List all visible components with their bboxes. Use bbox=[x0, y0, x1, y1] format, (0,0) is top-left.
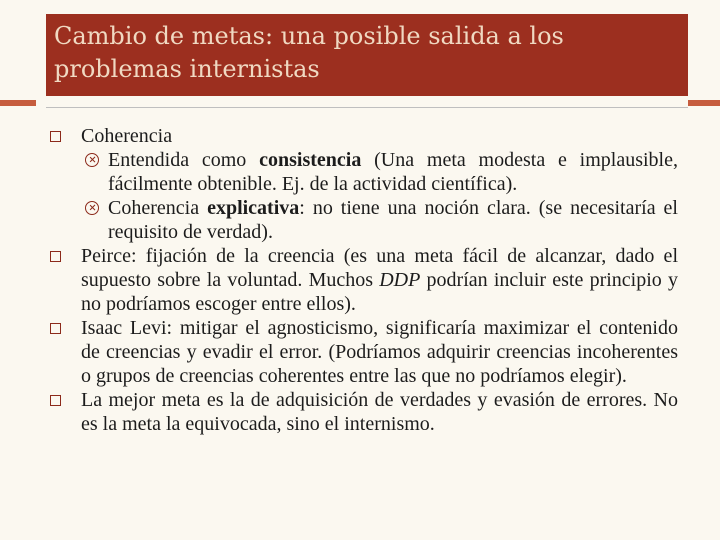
square-bullet-icon bbox=[50, 323, 61, 334]
bullet-coherencia bbox=[50, 124, 678, 244]
bullet-text: podrían incluir este principio y no podríamos escoger entre ellos). bbox=[81, 269, 678, 315]
bullet-text: : no tiene una noción clara. (se necesitaría el requisito de verdad). bbox=[108, 197, 678, 243]
accent-band-left bbox=[0, 100, 36, 106]
bullet-text: Peirce: fijación de la creencia (es una meta fácil de alcanzar, dado el supuesto sobre la voluntad. Muchos bbox=[81, 245, 678, 291]
bullet-list bbox=[50, 124, 678, 436]
bullet-text: La mejor meta es la de adquisición de verdades y evasión de errores. No es la meta la equivocada, sino el internismo. bbox=[81, 389, 678, 435]
sub-bullet-explicativa bbox=[81, 196, 678, 244]
bullet-text: Entendida como bbox=[108, 149, 260, 171]
bullet-bold-term: consistencia bbox=[259, 149, 362, 171]
bullet-peirce bbox=[50, 244, 678, 316]
bullet-levi bbox=[50, 316, 678, 388]
accent-band-right bbox=[688, 100, 720, 106]
title-divider bbox=[46, 96, 688, 108]
bullet-text: (Una meta modesta e implausible, fácilmente obtenible. Ej. de la actividad científica). bbox=[108, 149, 678, 195]
circled-x-bullet-icon bbox=[85, 153, 99, 167]
slide-title: Cambio de metas: una posible salida a los problemas internistas bbox=[54, 22, 564, 83]
bullet-bold-term: explicativa bbox=[207, 197, 300, 219]
bullet-text: Coherencia bbox=[108, 197, 208, 219]
bullet-text: Coherencia bbox=[81, 125, 173, 147]
square-bullet-icon bbox=[50, 395, 61, 406]
sub-bullet-list bbox=[81, 148, 678, 244]
sub-bullet-consistencia bbox=[81, 148, 678, 196]
circled-x-bullet-icon bbox=[85, 201, 99, 215]
square-bullet-icon bbox=[50, 131, 61, 142]
bullet-italic-term: DDP bbox=[379, 269, 421, 291]
slide-content bbox=[50, 124, 678, 436]
bullet-text: Isaac Levi: mitigar el agnosticismo, significaría maximizar el contenido de creencias y evadir el error. (Podríamos adquirir creencias incoherentes o grupos de creencias coherentes entre las que no podríamos elegir). bbox=[81, 317, 678, 387]
title-bar bbox=[46, 14, 688, 96]
square-bullet-icon bbox=[50, 251, 61, 262]
bullet-mejor-meta bbox=[50, 388, 678, 436]
